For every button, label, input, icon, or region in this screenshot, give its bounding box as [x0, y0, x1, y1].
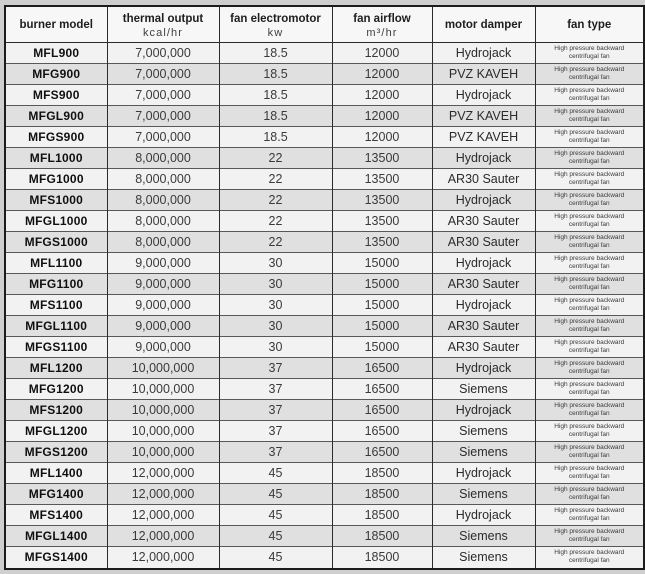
cell-electromotor-kw: 18.5: [219, 106, 332, 127]
cell-fan-airflow: 16500: [332, 358, 432, 379]
cell-motor-damper: PVZ KAVEH: [432, 64, 535, 85]
cell-motor-damper: Siemens: [432, 526, 535, 547]
col-header-burner-model: [6, 7, 107, 43]
cell-thermal-output: 9,000,000: [107, 253, 219, 274]
cell-fan-type: High pressure backward centrifugal fan: [535, 274, 643, 295]
cell-burner-model: MFG1100: [6, 274, 107, 295]
cell-burner-model: MFGL1400: [6, 526, 107, 547]
cell-fan-type: High pressure backward centrifugal fan: [535, 379, 643, 400]
cell-fan-type: High pressure backward centrifugal fan: [535, 505, 643, 526]
cell-thermal-output: 10,000,000: [107, 400, 219, 421]
cell-thermal-output: 10,000,000: [107, 421, 219, 442]
cell-fan-airflow: 18500: [332, 463, 432, 484]
cell-fan-airflow: 13500: [332, 211, 432, 232]
cell-electromotor-kw: 18.5: [219, 43, 332, 64]
cell-electromotor-kw: 30: [219, 253, 332, 274]
cell-fan-type: High pressure backward centrifugal fan: [535, 190, 643, 211]
cell-burner-model: MFGS1000: [6, 232, 107, 253]
cell-thermal-output: 8,000,000: [107, 169, 219, 190]
cell-electromotor-kw: 30: [219, 295, 332, 316]
cell-electromotor-kw: 45: [219, 526, 332, 547]
table-row: [6, 442, 643, 463]
table-row: [6, 526, 643, 547]
cell-thermal-output: 8,000,000: [107, 232, 219, 253]
cell-burner-model: MFGS1200: [6, 442, 107, 463]
cell-fan-airflow: 16500: [332, 442, 432, 463]
col-header-fan-airflow: [332, 7, 432, 43]
cell-electromotor-kw: 18.5: [219, 127, 332, 148]
cell-thermal-output: 9,000,000: [107, 274, 219, 295]
cell-burner-model: MFL1000: [6, 148, 107, 169]
table-row: [6, 190, 643, 211]
cell-fan-type: High pressure backward centrifugal fan: [535, 484, 643, 505]
cell-burner-model: MFL1200: [6, 358, 107, 379]
cell-motor-damper: Hydrojack: [432, 148, 535, 169]
cell-fan-airflow: 15000: [332, 295, 432, 316]
cell-fan-type: High pressure backward centrifugal fan: [535, 421, 643, 442]
cell-electromotor-kw: 22: [219, 211, 332, 232]
cell-electromotor-kw: 22: [219, 232, 332, 253]
cell-fan-type: High pressure backward centrifugal fan: [535, 169, 643, 190]
cell-fan-type: High pressure backward centrifugal fan: [535, 85, 643, 106]
cell-electromotor-kw: 45: [219, 505, 332, 526]
cell-burner-model: MFL900: [6, 43, 107, 64]
table-row: [6, 211, 643, 232]
cell-fan-airflow: 13500: [332, 169, 432, 190]
cell-burner-model: MFS1200: [6, 400, 107, 421]
cell-fan-type: High pressure backward centrifugal fan: [535, 442, 643, 463]
cell-burner-model: MFS1400: [6, 505, 107, 526]
header-unit: kcal/hr: [142, 26, 184, 39]
cell-thermal-output: 10,000,000: [107, 379, 219, 400]
cell-motor-damper: Hydrojack: [432, 85, 535, 106]
cell-burner-model: MFL1100: [6, 253, 107, 274]
table-row: [6, 127, 643, 148]
cell-burner-model: MFGL1100: [6, 316, 107, 337]
cell-electromotor-kw: 37: [219, 358, 332, 379]
table-row: [6, 505, 643, 526]
cell-burner-model: MFGS1400: [6, 547, 107, 568]
cell-thermal-output: 9,000,000: [107, 316, 219, 337]
table-row: [6, 295, 643, 316]
cell-motor-damper: Siemens: [432, 421, 535, 442]
table-row: [6, 358, 643, 379]
cell-motor-damper: Siemens: [432, 484, 535, 505]
cell-fan-airflow: 18500: [332, 526, 432, 547]
cell-motor-damper: Siemens: [432, 442, 535, 463]
cell-fan-airflow: 18500: [332, 505, 432, 526]
burner-spec-table-frame: [4, 5, 645, 570]
header-row: [6, 7, 643, 43]
cell-fan-airflow: 16500: [332, 421, 432, 442]
cell-fan-airflow: 15000: [332, 274, 432, 295]
table-row: [6, 169, 643, 190]
cell-burner-model: MFG1000: [6, 169, 107, 190]
cell-fan-airflow: 12000: [332, 127, 432, 148]
cell-motor-damper: Hydrojack: [432, 463, 535, 484]
cell-fan-type: High pressure backward centrifugal fan: [535, 211, 643, 232]
cell-fan-airflow: 16500: [332, 379, 432, 400]
cell-thermal-output: 7,000,000: [107, 106, 219, 127]
cell-motor-damper: Hydrojack: [432, 43, 535, 64]
cell-fan-type: High pressure backward centrifugal fan: [535, 400, 643, 421]
cell-thermal-output: 12,000,000: [107, 505, 219, 526]
header-unit: m³/hr: [366, 26, 398, 39]
cell-motor-damper: Hydrojack: [432, 295, 535, 316]
cell-motor-damper: AR30 Sauter: [432, 169, 535, 190]
cell-fan-airflow: 18500: [332, 484, 432, 505]
cell-motor-damper: Hydrojack: [432, 505, 535, 526]
cell-electromotor-kw: 30: [219, 316, 332, 337]
header-label: burner model: [19, 19, 93, 31]
table-body: [6, 43, 643, 568]
cell-motor-damper: PVZ KAVEH: [432, 127, 535, 148]
cell-thermal-output: 12,000,000: [107, 484, 219, 505]
cell-motor-damper: AR30 Sauter: [432, 274, 535, 295]
cell-thermal-output: 12,000,000: [107, 526, 219, 547]
cell-fan-type: High pressure backward centrifugal fan: [535, 295, 643, 316]
table-row: [6, 379, 643, 400]
cell-electromotor-kw: 30: [219, 274, 332, 295]
cell-fan-airflow: 12000: [332, 85, 432, 106]
table-row: [6, 274, 643, 295]
cell-fan-type: High pressure backward centrifugal fan: [535, 43, 643, 64]
cell-fan-airflow: 15000: [332, 316, 432, 337]
cell-electromotor-kw: 18.5: [219, 64, 332, 85]
table-row: [6, 253, 643, 274]
cell-motor-damper: AR30 Sauter: [432, 211, 535, 232]
header-label: thermal output: [122, 12, 204, 25]
table-row: [6, 232, 643, 253]
cell-fan-airflow: 15000: [332, 337, 432, 358]
cell-fan-type: High pressure backward centrifugal fan: [535, 526, 643, 547]
header-label: fan electromotor: [230, 12, 321, 25]
header-label: fan type: [567, 19, 612, 31]
table-row: [6, 337, 643, 358]
cell-thermal-output: 8,000,000: [107, 190, 219, 211]
table-row: [6, 547, 643, 568]
cell-fan-airflow: 15000: [332, 253, 432, 274]
cell-thermal-output: 7,000,000: [107, 64, 219, 85]
cell-electromotor-kw: 22: [219, 190, 332, 211]
cell-thermal-output: 8,000,000: [107, 148, 219, 169]
cell-burner-model: MFG1400: [6, 484, 107, 505]
cell-motor-damper: Hydrojack: [432, 253, 535, 274]
cell-fan-airflow: 18500: [332, 547, 432, 568]
cell-burner-model: MFL1400: [6, 463, 107, 484]
cell-burner-model: MFGS1100: [6, 337, 107, 358]
table-row: [6, 316, 643, 337]
table-row: [6, 463, 643, 484]
cell-thermal-output: 12,000,000: [107, 463, 219, 484]
cell-motor-damper: Hydrojack: [432, 358, 535, 379]
cell-thermal-output: 10,000,000: [107, 442, 219, 463]
cell-motor-damper: AR30 Sauter: [432, 316, 535, 337]
cell-electromotor-kw: 45: [219, 484, 332, 505]
cell-burner-model: MFS1100: [6, 295, 107, 316]
cell-motor-damper: Hydrojack: [432, 400, 535, 421]
cell-thermal-output: 9,000,000: [107, 295, 219, 316]
cell-fan-airflow: 12000: [332, 64, 432, 85]
cell-burner-model: MFG1200: [6, 379, 107, 400]
table-row: [6, 43, 643, 64]
cell-fan-type: High pressure backward centrifugal fan: [535, 547, 643, 568]
cell-motor-damper: AR30 Sauter: [432, 232, 535, 253]
cell-burner-model: MFGS900: [6, 127, 107, 148]
cell-fan-type: High pressure backward centrifugal fan: [535, 253, 643, 274]
cell-electromotor-kw: 37: [219, 379, 332, 400]
col-header-motor-damper: [432, 7, 535, 43]
cell-electromotor-kw: 18.5: [219, 85, 332, 106]
burner-spec-table: [6, 7, 643, 568]
cell-fan-airflow: 12000: [332, 106, 432, 127]
cell-burner-model: MFGL900: [6, 106, 107, 127]
cell-fan-type: High pressure backward centrifugal fan: [535, 463, 643, 484]
cell-fan-type: High pressure backward centrifugal fan: [535, 127, 643, 148]
cell-thermal-output: 7,000,000: [107, 43, 219, 64]
cell-burner-model: MFGL1000: [6, 211, 107, 232]
cell-fan-airflow: 13500: [332, 232, 432, 253]
cell-electromotor-kw: 22: [219, 148, 332, 169]
cell-burner-model: MFS1000: [6, 190, 107, 211]
cell-fan-airflow: 16500: [332, 400, 432, 421]
cell-fan-type: High pressure backward centrifugal fan: [535, 148, 643, 169]
cell-thermal-output: 7,000,000: [107, 85, 219, 106]
col-header-fan-type: [535, 7, 643, 43]
cell-fan-airflow: 12000: [332, 43, 432, 64]
table-row: [6, 85, 643, 106]
cell-burner-model: MFG900: [6, 64, 107, 85]
header-label: fan airflow: [353, 12, 411, 25]
cell-fan-type: High pressure backward centrifugal fan: [535, 64, 643, 85]
cell-thermal-output: 12,000,000: [107, 547, 219, 568]
cell-electromotor-kw: 45: [219, 547, 332, 568]
cell-fan-airflow: 13500: [332, 190, 432, 211]
cell-motor-damper: AR30 Sauter: [432, 337, 535, 358]
table-row: [6, 64, 643, 85]
cell-fan-type: High pressure backward centrifugal fan: [535, 316, 643, 337]
cell-electromotor-kw: 37: [219, 400, 332, 421]
cell-motor-damper: Siemens: [432, 379, 535, 400]
cell-motor-damper: Siemens: [432, 547, 535, 568]
cell-thermal-output: 10,000,000: [107, 358, 219, 379]
cell-electromotor-kw: 45: [219, 463, 332, 484]
cell-electromotor-kw: 37: [219, 442, 332, 463]
cell-fan-type: High pressure backward centrifugal fan: [535, 337, 643, 358]
col-header-fan-electromotor: [219, 7, 332, 43]
cell-thermal-output: 7,000,000: [107, 127, 219, 148]
cell-burner-model: MFS900: [6, 85, 107, 106]
cell-electromotor-kw: 37: [219, 421, 332, 442]
table-row: [6, 484, 643, 505]
header-label: motor damper: [444, 19, 523, 31]
table-row: [6, 106, 643, 127]
table-row: [6, 400, 643, 421]
cell-fan-type: High pressure backward centrifugal fan: [535, 232, 643, 253]
table-row: [6, 421, 643, 442]
table-header: [6, 7, 643, 43]
cell-fan-type: High pressure backward centrifugal fan: [535, 106, 643, 127]
cell-electromotor-kw: 30: [219, 337, 332, 358]
cell-thermal-output: 9,000,000: [107, 337, 219, 358]
col-header-thermal-output: [107, 7, 219, 43]
cell-electromotor-kw: 22: [219, 169, 332, 190]
cell-fan-type: High pressure backward centrifugal fan: [535, 358, 643, 379]
cell-motor-damper: PVZ KAVEH: [432, 106, 535, 127]
table-row: [6, 148, 643, 169]
cell-motor-damper: Hydrojack: [432, 190, 535, 211]
header-unit: kw: [267, 26, 284, 39]
cell-fan-airflow: 13500: [332, 148, 432, 169]
cell-thermal-output: 8,000,000: [107, 211, 219, 232]
cell-burner-model: MFGL1200: [6, 421, 107, 442]
